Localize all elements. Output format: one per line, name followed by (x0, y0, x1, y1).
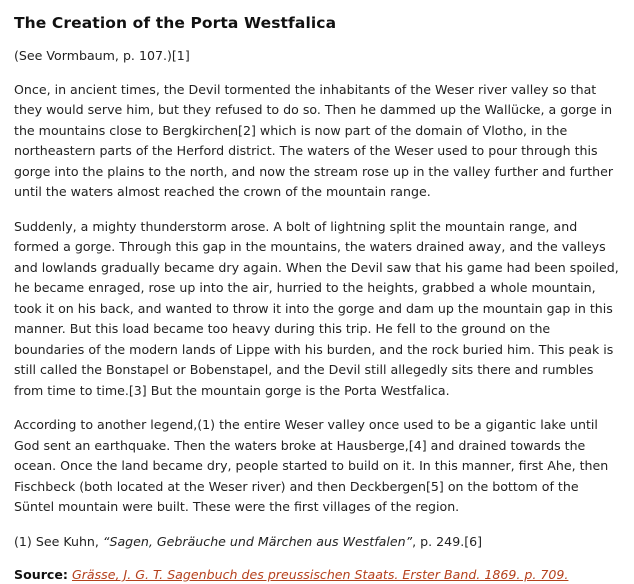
source-link[interactable]: Grässe, J. G. T. Sagenbuch des preussischen Staats. Erster Band. 1869. p. 709. (71, 567, 569, 582)
paragraph-3: According to another legend,(1) the entire Weser valley once used to be a gigantic lake until God sent an earthquake. Then the waters broke at Hausberge,[4] and drained towards the ocean. Once the land became dry, people started to build on it. In this manner, first Ahe, then Fischbeck (both located at the Weser river) and then Deckbergen[5] on the bottom of the Süntel mountain were built. These were the first villages of the region. (14, 417, 609, 514)
footnote-1 (14, 532, 620, 553)
paragraph-2: Suddenly, a mighty thunderstorm arose. A bolt of lightning split the mountain range, and formed a gorge. Through this gap in the mountains, the waters drained away, and the valleys and lowlands gradually became dry again. When the Devil saw that his game had been spoiled, he became enraged, rose up into the air, hurried to the heights, grabbed a whole mountain, took it on his back, and wanted to throw it into the gorge and dam up the mountain gap in this manner. But this load became too heavy during this trip. He fell to the ground on the boundaries of the modern lands of Lippe with his burden, and the rock buried him. This peak is still called the Bonstapel or Bobenstapel, and the Devil still allegedly sits there and rumbles from time to time.[3] But the mountain gorge is the Porta Westfalica. (14, 218, 619, 398)
source-label: Source: (14, 567, 68, 582)
footnote-work-title: “Sagen, Gebräuche und Märchen aus Westfalen” (102, 533, 413, 549)
citation-line: (See Vormbaum, p. 107.)[1] (14, 48, 190, 63)
footnote-prefix: (1) See Kuhn, (14, 533, 103, 549)
paragraph-1: Once, in ancient times, the Devil tormented the inhabitants of the Weser river valley so that they would serve him, but they refused to do so. Then he dammed up the Wallücke, a gorge in the mountains close to Bergkirchen[2] which is now part of the domain of Vlotho, in the northeastern parts of the Herford district. The waters of the Weser used to pour through this gorge into the plains to the north, and now the stream rose up in the valley further and further until the waters almost reached the crown of the mountain range. (14, 81, 614, 199)
footnote-suffix: , p. 249.[6] (412, 533, 483, 549)
source-line (14, 565, 620, 584)
page-title: The Creation of the Porta Westfalica (14, 14, 337, 32)
